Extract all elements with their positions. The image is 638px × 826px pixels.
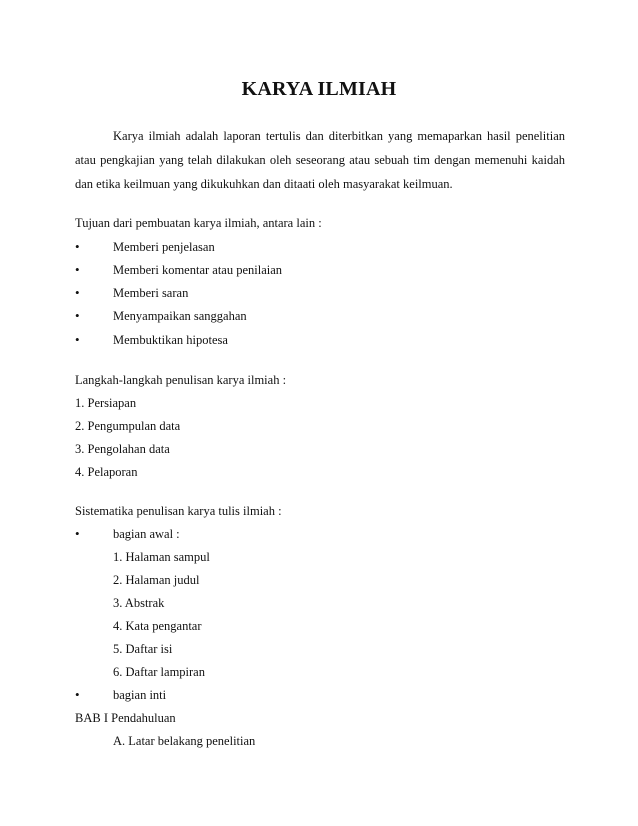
tujuan-heading: Tujuan dari pembuatan karya ilmiah, antara lain : [75, 216, 322, 230]
document-title: KARYA ILMIAH [241, 78, 397, 100]
intro-line-2: atau pengkajian yang telah dilakukan oleh seseorang atau sebuah tim dengan memenuhi kaidah [75, 153, 565, 167]
langkah-item: 1. Persiapan [75, 396, 137, 410]
langkah-item: 4. Pelaporan [75, 465, 138, 479]
bullet-icon: • [75, 239, 80, 254]
bullet-icon: • [75, 285, 80, 300]
bab1-item: A. Latar belakang penelitian [113, 734, 256, 748]
bagian-inti-label: bagian inti [113, 688, 167, 702]
bullet-icon: • [75, 308, 80, 323]
tujuan-item: Memberi penjelasan [113, 240, 215, 254]
bagian-awal-label: bagian awal : [113, 527, 180, 541]
intro-line-3: dan etika keilmuan yang dikukuhkan dan ditaati oleh masyarakat keilmuan. [75, 177, 453, 191]
tujuan-item: Memberi komentar atau penilaian [113, 263, 283, 277]
tujuan-item: Membuktikan hipotesa [113, 333, 228, 347]
bullet-icon: • [75, 332, 80, 347]
tujuan-item: Memberi saran [113, 286, 189, 300]
bagian-awal-item: 3. Abstrak [113, 596, 165, 610]
bagian-awal-item: 5. Daftar isi [113, 642, 173, 656]
bagian-awal-item: 4. Kata pengantar [113, 619, 202, 633]
bullet-icon: • [75, 687, 80, 702]
bagian-awal-item: 2. Halaman judul [113, 573, 200, 587]
bagian-awal-item: 1. Halaman sampul [113, 550, 210, 564]
bullet-icon: • [75, 526, 80, 541]
bab1-heading: BAB I Pendahuluan [75, 711, 176, 725]
tujuan-item: Menyampaikan sanggahan [113, 309, 247, 323]
bullet-icon: • [75, 262, 80, 277]
langkah-heading: Langkah-langkah penulisan karya ilmiah : [75, 373, 287, 387]
intro-line-1: Karya ilmiah adalah laporan tertulis dan diterbitkan yang memaparkan hasil penelitian [113, 129, 565, 143]
sistematika-heading: Sistematika penulisan karya tulis ilmiah : [75, 504, 282, 518]
langkah-item: 3. Pengolahan data [75, 442, 170, 456]
langkah-item: 2. Pengumpulan data [75, 419, 181, 433]
bagian-awal-item: 6. Daftar lampiran [113, 665, 205, 679]
